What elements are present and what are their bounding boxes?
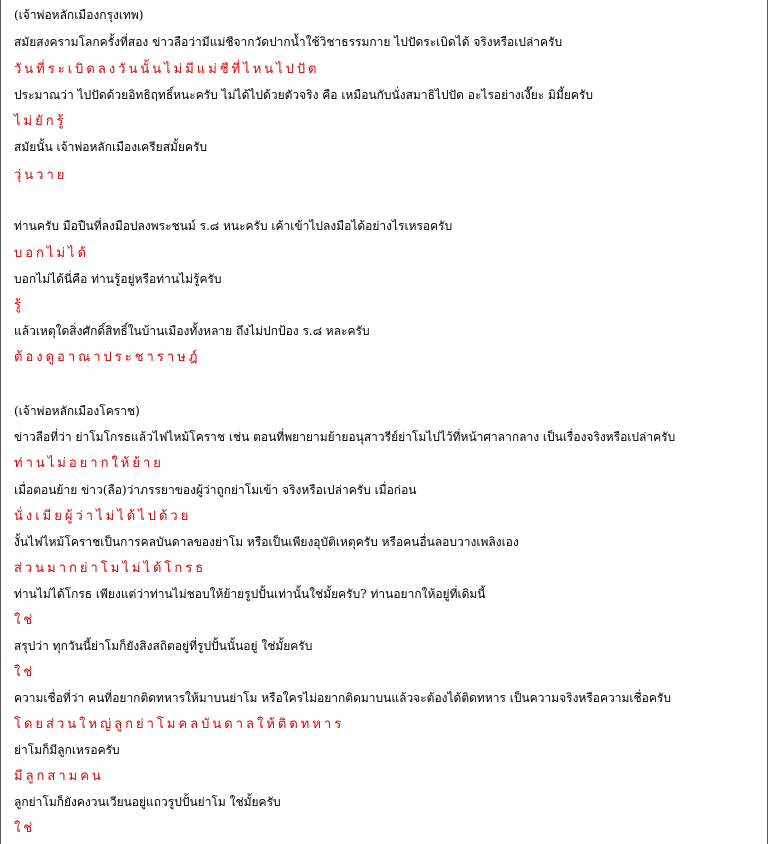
answer-text: วันที่ระเบิดลงวันนั้นไม่มีแม่ชีที่ไหนไปปัด xyxy=(14,62,320,77)
question-text: ประมาณว่า ไปปัดด้วยอิทธิฤทธิ์หนะครับ ไม่ได้ไปด้วยตัวจริง คือ เหมือนกับนั่งสมาธิไปปัด อะไรอย่างเงี๊ยะ มิมี้ยครับ xyxy=(14,88,593,102)
question-text: สมัยนั้น เจ้าพ่อหลักเมืองเครียสมั้ยครับ xyxy=(14,140,208,154)
answer-text: ใช่ xyxy=(14,613,36,628)
answer-text: ส่วนมากย่าโมไม่ได้โกรธ xyxy=(14,561,207,576)
question-text: ลูกย่าโมก็ยังคงวนเวียนอยู่แถวรูปปั้นย่าโม ใช่มั้ยครับ xyxy=(14,795,281,809)
answer-text: ท่านไม่อยากให้ย้าย xyxy=(14,456,164,471)
answer-text: ไม่ยักรู้ xyxy=(14,114,67,129)
answer-text: รู้ xyxy=(14,298,24,313)
question-text: ท่านครับ มือปืนที่ลงมือปลงพระชนม์ ร.๘ หนะครับ เค้าเข้าไปลงมือได้อย่างไรเหรอครับ xyxy=(14,219,453,233)
question-text: บอกไม่ได้นี่คือ ท่านรู้อยู่หรือท่านไม่รู้ครับ xyxy=(14,272,222,286)
answer-text: วุ่นวาย xyxy=(14,168,68,183)
answer-text: บอกไม่ได้ xyxy=(14,246,90,261)
question-text: สรุปว่า ทุกวันนี้ย่าโมก็ยังสิงสถิตอยู่ที่รูปปั้นนั้นอยู่ ใช่มั้ยครับ xyxy=(14,639,313,653)
question-text: งั้นไฟไหม้โคราชเป็นการคลบันดาลของย่าโม หรือเป็นเพียงอุบัติเหตุครับ หรือคนอื่นลอบวางเพลิงเอง xyxy=(14,535,519,549)
section1-header: (เจ้าพ่อหลักเมืองกรุงเทพ) xyxy=(14,8,144,22)
section3-header: (เจ้าพ่อหลักเมืองโคราช) xyxy=(14,404,140,418)
question-text: ความเชื่อที่ว่า คนที่อยากติดทหารให้มาบนย่าโม หรือใครไม่อยากติดมาบนแล้วจะต้องได้ติดทหาร เป็นความจริงหรือความเชื่อครับ xyxy=(14,691,671,705)
answer-text: โดยส่วนใหญ่ลูกย่าโมคลบันดาลให้ติดทหาร xyxy=(14,717,345,732)
answer-text: ใช่ xyxy=(14,665,36,680)
question-text: สมัยสงครามโลกครั้งที่สอง ข่าวลือว่ามีแม่ชีจากวัดปากน้ำใช้วิชาธรรมกาย ไปปัดระเบิดได้ จริงหรือเปล่าครับ xyxy=(14,35,563,49)
question-text: ข่าวลือที่ว่า ย่าโมโกรธแล้วไฟไหม้โคราช เช่น ตอนที่พยายามย้ายอนุสาวรีย์ย่าโมไปไว้ที่หน้าศาลากลาง เป็นเรื่องจริงหรือเปล่าครับ xyxy=(14,430,676,444)
question-text: เมื่อตอนย้าย ข่าว(ลือ)ว่าภรรยาของผู้ว่าถูกย่าโมเข้า จริงหรือเปล่าครับ เมื่อก่อน xyxy=(14,483,417,497)
answer-text: นั่งเมียผู้ว่าไม่ได้ไปด้วย xyxy=(14,509,192,524)
question-text: ย่าโมก็มีลูกเหรอครับ xyxy=(14,743,120,757)
answer-text: ใช่ xyxy=(14,821,36,836)
question-text: ท่านไม่ได้โกรธ เพียงแต่ว่าท่านไม่ชอบให้ย้ายรูปปั้นเท่านั้นใช่มั้ยครับ? ท่านอยากให้อยู่ที่เดิมนี้ xyxy=(14,587,486,601)
answer-text: มีลูกสามคน xyxy=(14,769,104,784)
answer-text: ต้องดูอาณาประชาราษฎ์ xyxy=(14,350,201,365)
question-text: แล้วเหตุใดสิ่งศักดิ์สิทธิ์ในบ้านเมืองทั้งหลาย ถึงไม่ปกป้อง ร.๘ หละครับ xyxy=(14,324,370,338)
